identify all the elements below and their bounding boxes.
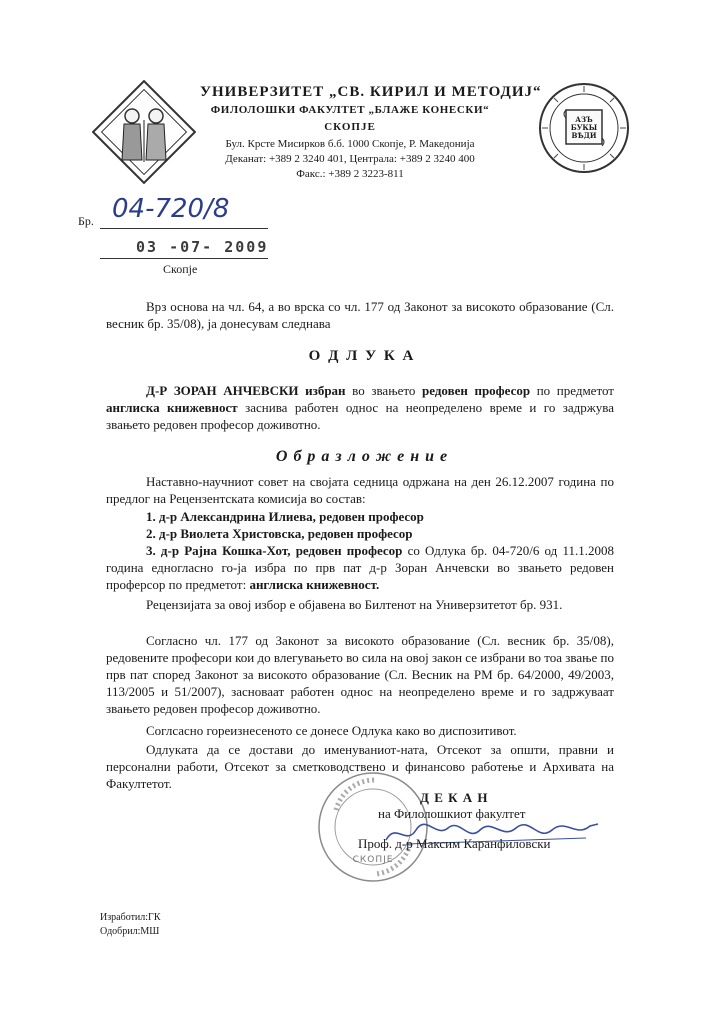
intro-paragraph: Врз основа на чл. 64, а во врска со чл. 177 од Законот за високото образование (Сл. весник бр. 35/08), ја донесувам следнава xyxy=(106,299,614,331)
explanation-p4: Согласно чл. 177 од Законот за високото образование (Сл. весник бр. 35/08), редовените професори кои до влегувањето во сила на овој закон се избрани во тоа звање по прв пат според Законот за високото образование (Сл. Весник на РМ бр. 64/2000, 49/2003, 113/2005 и 51/2007), засноваат работен однос на неопределено време и го задржуваат звањето редовен професор доживотно. xyxy=(106,633,614,716)
decision-text-1: во звањето xyxy=(345,383,422,398)
header-address: Бул. Крсте Мисирков б.б. 1000 Скопје, Р. Македонија xyxy=(225,138,475,150)
decision-title: О Д Л У К А xyxy=(308,348,416,364)
ref-number-handwritten: 04-720/8 xyxy=(112,194,230,224)
decision-name: Д-Р ЗОРАН АНЧЕВСКИ xyxy=(146,383,299,398)
committee-member-3: 3. д-р Рајна Кошка-Хот, редовен професор xyxy=(146,543,403,558)
explanation-p2-text: со Одлука бр. 04-720/6 од 11.1.2008 година едногласно го-ја избра по прв пат д-р Зоран Анчевски во звањето редовен проферсор по предметот: xyxy=(106,543,614,592)
explanation-p1: Наставно-научниот совет на својата седница одржана на ден 26.12.2007 година по предлог на Рецензентската комисија во состав: xyxy=(106,474,614,506)
committee-member-2: 2. д-р Виолета Христовска, редовен професор xyxy=(146,526,413,541)
decision-rank: редовен професор xyxy=(421,383,531,398)
faculty-name: ФИЛОЛОШКИ ФАКУЛТЕТ „БЛАЖЕ КОНЕСКИ“ xyxy=(210,104,490,116)
explanation-title: О б р а з л о ж е н и е xyxy=(275,448,449,465)
footer-prepared: Изработил:ГК xyxy=(100,912,161,923)
header-phones: Деканат: +389 2 3240 401, Централа: +389 2 3240 400 xyxy=(225,153,475,165)
explanation-subject: англиска книжевност. xyxy=(249,577,380,592)
decision-subject: англиска книжевност xyxy=(106,400,238,415)
ref-number-label: Бр. xyxy=(78,214,94,228)
ref-date-line xyxy=(100,258,268,259)
faculty-seal-logo xyxy=(536,80,632,176)
signature-org: на Филолошкиот факултет xyxy=(378,806,526,821)
ref-number-line xyxy=(100,228,268,229)
explanation-p5: Соглсасно гореизнесеното се донесе Одлука како во диспозитивот. xyxy=(146,723,517,738)
explanation-p2 xyxy=(106,542,614,593)
signature-name: Проф. д-р Максим Каранфиловски xyxy=(358,836,551,851)
stamp-city: СКОПЈЕ xyxy=(352,855,394,865)
ref-date-stamp: 03 -07- 2009 xyxy=(136,238,269,256)
decision-text-2: по предметот xyxy=(530,383,614,398)
decision-elected: избран xyxy=(298,383,346,398)
decision-paragraph xyxy=(106,382,614,433)
decision-text-3: заснива работен однос на неопределено време и го задржува звањето редовен професор доживотно. xyxy=(106,400,614,432)
ref-place: Скопје xyxy=(163,262,198,276)
footer-approved: Одобрил:МШ xyxy=(100,926,160,937)
committee-member-1: 1. д-р Александрина Илиева, редовен професор xyxy=(146,509,424,524)
explanation-p3: Рецензијата за овој избор е објавена во Билтенот на Универзитетот бр. 931. xyxy=(146,597,563,612)
seal-logo-text: АЗЪ БУКЫ ВѢДИ xyxy=(570,115,598,140)
header-fax: Факс.: +389 2 3223-811 xyxy=(296,168,404,180)
signature-role: Д Е К А Н xyxy=(420,790,489,805)
university-logo xyxy=(92,80,196,184)
header-city: СКОПЈЕ xyxy=(324,121,376,133)
explanation-p6: Одлуката да се достави до именуваниот-ната, Отсекот за општи, правни и персонални работи, Отсекот за сметководствено и финансово работење и Архивата на Факултетот. xyxy=(106,742,614,791)
university-name: УНИВЕРЗИТЕТ „СВ. КИРИЛ И МЕТОДИЈ“ xyxy=(200,84,542,100)
